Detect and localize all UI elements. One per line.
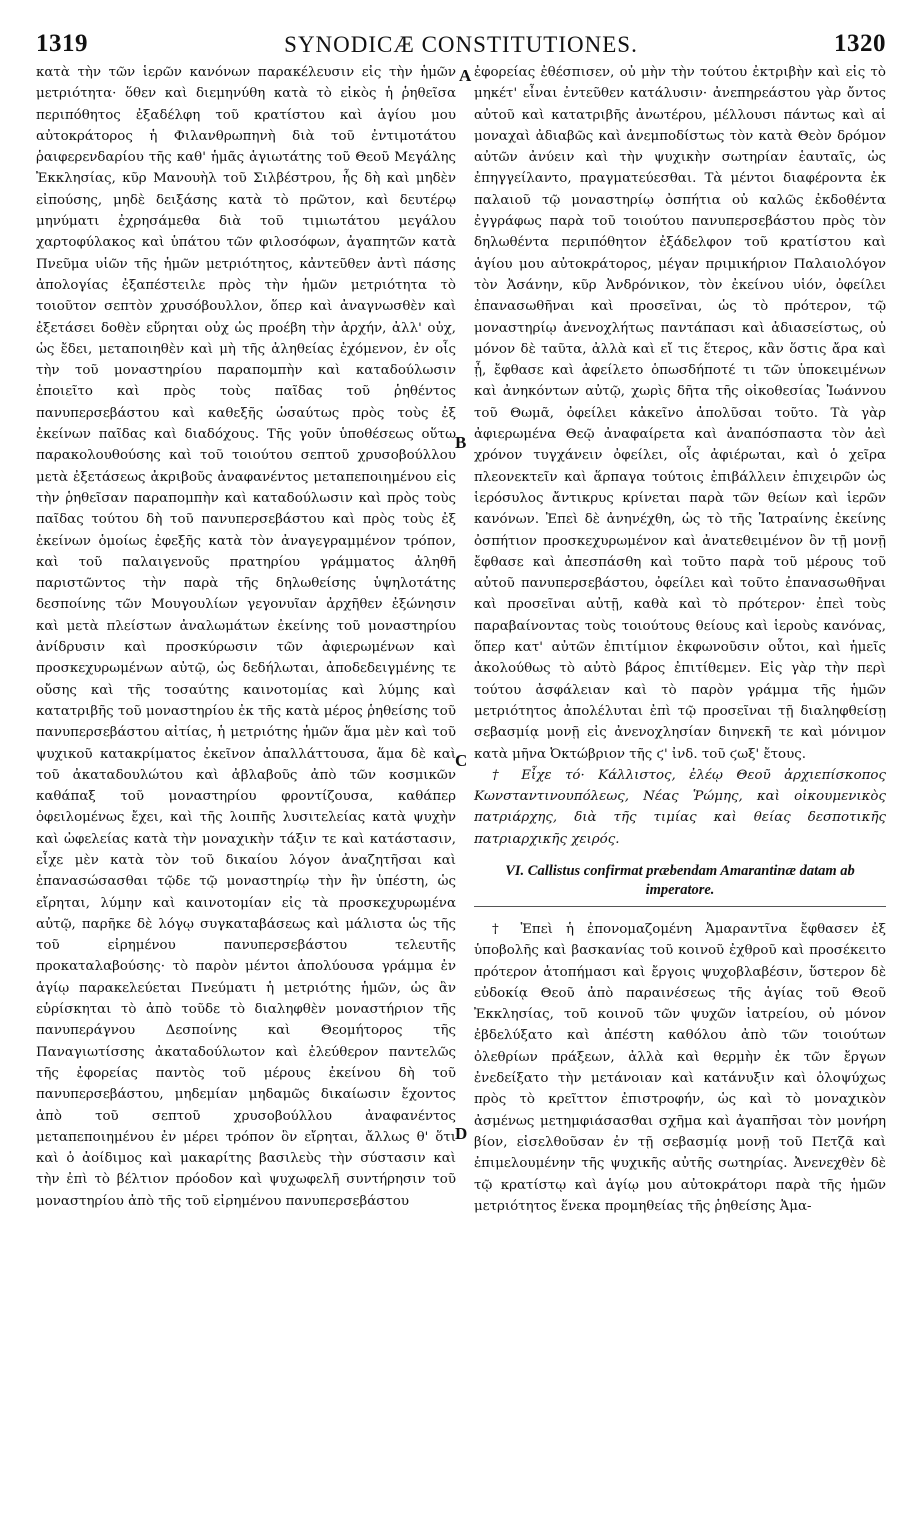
margin-letter-b: B <box>455 433 467 452</box>
document-paragraph-2: † Ἐπεὶ ἡ ἐπονομαζομένη Ἀμαραντῖνα ἔφθασεν ἐξ ὑποβολῆς καὶ βασκανίας τοῦ κοινοῦ ἐχθροῦ καὶ προσέκειτο πρότερον ἀτοπήμασι καὶ ἔργοις ψυχοβλαβέσιν, ὕστερον δὲ εὐδοκίᾳ Θεοῦ ἀπὸ παραινέσεως τῆς ἁγίας τοῦ Θεοῦ Ἐκκλησίας, τοῦ κοινοῦ τῶν ψυχῶν ἰατρείου, οὐ μόνον ἐβδελύξατο καὶ ἀπέστη καθόλου ἀπὸ τῶν τοιούτων ὀλεθρίων πράξεων, ἀλλὰ καὶ θερμὴν ἐκ τῶν ἔργων ἐνεδείξατο τὴν μετάνοιαν καὶ κατάνυξιν καὶ ὁλοψύχως πρὸς τὸ κρεῖττον ἐπιστροφήν, ὡς καὶ τὸ μοναχικὸν ἀσμένως μετημφιάσασθαι σχῆμα καὶ ἀγαπῆσαι τὸν μονήρη βίον, εἰσελθοῦσαν ἐν τῇ σεβασμίᾳ μονῇ τοῦ Πετζᾶ καὶ ἐπιμελουμένην τῆς ψυχικῆς αὐτῆς σωτηρίας. Ἀνενεχθὲν δὲ τῷ κρατίστῳ καὶ ἁγίῳ μου αὐτοκράτορι παρὰ τῆς ἡμῶν μετριότητος ἕνεκα προμηθείας τῆς ῥηθείσης Ἀμα- <box>474 921 886 1214</box>
margin-letter-c: C <box>455 751 468 770</box>
document-paragraph-1: ἐφορείας ἐθέσπισεν, οὐ μὴν τὴν τούτου ἐκτριβὴν καὶ εἰς τὸ μηκέτ' εἶναι ἐντεῦθεν κατάλυσιν· ἀνεπηρεάστου γὰρ ὄντος αὐτοῦ καὶ κατατριβῆς ἀνωτέρου, μέλλουσι πάντως καὶ αἱ μοναχαὶ ἀδιαβῶς καὶ ἀνεμποδίστως τὸν κατὰ Θεὸν δρόμον αὐτῶν ἀνύειν καὶ τὴν ψυχικὴν σωτηρίαν ἑαυταῖς, ὡς ἐπηγγείλαντο, πραγματεύεσθαι. Τὰ μέντοι διαφέροντα ἐκ παλαιοῦ τῷ μοναστηρίῳ ὀσπήτια οὐ καλῶς ἐκδοθέντα ἐγγράφως παρὰ τοῦ τοιούτου πανυπερσεβάστου πρὸς τὸν δηλωθέντα περιπόθητον ἐξάδελφον τοῦ κρατίστου καὶ ἁγίου μου αὐτοκράτορος, μέγαν πριμικήριον Παλαιολόγον τὸν Ἀσάνην, κῦρ Ἀνδρόνικον, τὸν ἐκείνου υἱόν, ὀφείλει ἐπανασωθῆναι καὶ προσεῖναι, ὡς τὸ πρότερον, τῷ μοναστηρίῳ ἀνενοχλήτως παντάπασι καὶ ἀδιασείστως, οὐ μόνον δὲ ταῦτα, ἀλλὰ καὶ εἴ τις ἕτερος, κἂν ὅστις ἄρα καὶ ᾖ, ἔφθασε καὶ ἀφείλετο ὁπωσδήποτέ τι τῶν ὑποκειμένων καὶ ἀνηκόντων αὐτῷ, χωρὶς δῆτα τῆς οἰκοθεσίας Ἰωάννου τοῦ Θωμᾶ, ὀφείλει κἀκεῖνο ἀπολῦσαι τοῦτο. Τὰ γὰρ ἀφιερωμένα Θεῷ ἀναφαίρετα καὶ ἀναπόσπαστα τὸν ἀεὶ χρόνον τυγχάνειν ὀφείλει, οἷς ἀφιέρωται, καὶ ὁ χεῖρα πλεονεκτεῖν καὶ ἅρπαγα τούτοις ἐπιβάλλειν ἐπιχειρῶν ὡς ἱερόσυλος ἄντικρυς κρίνεται παρὰ τῶν θείων καὶ ἱερῶν κανόνων. Ἐπεὶ δὲ ἀνηνέχθη, ὡς τὸ τῆς Ἰατραίνης ἐκείνης ὀσπήτιον προσκεχυρωμένον καὶ ἀνατεθειμένον ὃν τῇ μονῇ ἔφθασε καὶ ἀπεσπάσθη καὶ τοῦτο παρὰ τοῦ μέρους τοῦ αὐτοῦ πανυπερσεβάστου, ὀφείλει καὶ τοῦτο ἐπανασωθῆναι καὶ προσεῖναι αὐτῇ, καθὰ καὶ τὸ πρότερον· ἐπεὶ τοὺς παραβαίνοντας τοὺς τοιούτους θείους καὶ ἱεροὺς κανόνας, ὅπερ κατ' αὐτῶν ἐπιτίμιον ἐκφωνοῦσιν οὗτοι, καὶ ἡμεῖς ἀκολούθως τὸ αὐτὸ βάρος ἐπιτίθεμεν. Εἰς γὰρ τὴν περὶ τούτου ἀσφάλειαν καὶ τὸ παρὸν γράμμα τῆς ἡμῶν μετριότητος ἀπολέλυται ἐπὶ τῷ προσεῖναι τῇ διαληφθείσῃ σεβασμίᾳ μονῇ εἰς ἀνενοχλησίαν διηνεκῆ τε καὶ μόνιμον κατὰ μῆνα Ὀκτώβριον τῆς ϛ' ἰνδ. τοῦ ϛωξ' ἔτους. <box>474 65 886 762</box>
patriarch-signature: † Εἶχε τό· Κάλλιστος, ἐλέῳ Θεοῦ ἀρχιεπίσκοπος Κωνσταντινουπόλεως, Νέας Ῥώμης, καὶ οἰκουμενικὸς πατριάρχης, διὰ τῆς τιμίας καὶ θείας δεσποτικῆς πατριαρχικῆς χειρός. <box>474 767 886 847</box>
page-number-right: 1320 <box>834 30 886 57</box>
page-number-left: 1319 <box>36 30 88 57</box>
running-title: SYNODICÆ CONSTITUTIONES. <box>284 32 638 57</box>
right-column <box>474 62 886 1217</box>
left-column-text: κατὰ τὴν τῶν ἱερῶν κανόνων παρακέλευσιν εἰς τὴν ἡμῶν μετριότητα· ὅθεν καὶ διεμηνύθη κατὰ τὸ εἰκὸς ἡ ῥηθεῖσα περιπόθητος ἐξαδέλφη τοῦ κρατίστου καὶ ἁγίου μου αὐτοκράτορος ἡ Φιλανθρωπηνὴ διὰ τοῦ ἐντιμοτάτου ῥαιφερενδαρίου τῆς καθ' ἡμᾶς ἁγιωτάτης τοῦ Θεοῦ Μεγάλης Ἐκκλησίας, κῦρ Μανουὴλ τοῦ Σιλβέστρου, ἧς δὴ καὶ μηδὲν εἰπούσης, μηδὲ δειξάσης κατὰ τὸ πρῶτον, καὶ δευτέρῳ μηνύματι ἐχρησάμεθα διὰ τοῦ τιμιωτάτου μεγάλου χαρτοφύλακος καὶ ὑπάτου τῶν φιλοσόφων, ἀγαπητῶν κατὰ Πνεῦμα υἱῶν τῆς ἡμῶν μετριότητος, κἀντεῦθεν ἀντὶ πάσης ἀπολογίας ἐξαπέστειλε πρὸς τὴν ἡμῶν μετριότητα τὸ τοιοῦτον σεπτὸν χρυσόβουλλον, ὅπερ καὶ ἀναγνωσθὲν καὶ ἐξετάσει δοθὲν εὕρηται οὐχ ὡς προέβη τὴν ἀρχήν, ἀλλ' οὐχ, ὡς ἔδει, μεταποιηθὲν καὶ μὴ τῆς ἀληθείας ἐχόμενον, ἐν οἷς τὴν τοῦ μοναστηρίου παραπομπὴν καὶ καταδούλωσιν ἐποιεῖτο καὶ πρὸς τοὺς παῖδας τοῦ ῥηθέντος πανυπερσεβάστου καὶ καθεξῆς ὡσαύτως πρὸς τοὺς ἐξ ἐκείνων παῖδας καὶ διαδόχους. Τῆς γοῦν ὑποθέσεως οὕτω παρακολουθούσης καὶ τοῦ τοιούτου σεπτοῦ χρυσοβούλλου μετὰ ἐξετάσεως ἀκριβοῦς ἀναφανέντος μεταπεποιημένου εἰς τὴν ῥηθεῖσαν παραπομπὴν καὶ καταδούλωσιν καὶ πρὸς τοὺς παῖδας τούτου δὴ τοῦ πανυπερσεβάστου καὶ πρὸς τοὺς ἐξ ἐκείνων ὁμοίως ἐφεξῆς κατὰ τὸν ἀναγεγραμμένον τρόπον, καὶ τοῦ παλαιγενοῦς πρατηρίου γράμματος ἀληθῆ παριστῶντος τὴν παρὰ τῆς δηλωθείσης ὑψηλοτάτης δεσποίνης τῶν Μουγουλίων γεγονυῖαν ἀρχῆθεν ἐξώνησιν καὶ μετὰ πλείστων ἀναλωμάτων ἐκείνης τοῦ μοναστηρίου ἀνίδρυσιν καὶ προσκύρωσιν τῶν ἀφιερωμένων καὶ προσκεχυρωμένων αὐτῷ, ὡς δεδήλωται, ἀποδεδειγμένης τε οὔσης καὶ τῆς τοσαύτης καινοτομίας καὶ λύμης καὶ κατατριβῆς τοῦ μοναστηρίου ἐκ τῆς κατὰ μέρος ῥηθείσης τοῦ πανυπερσεβάστου αἰτίας, ἡ μετριότης ἡμῶν ἅμα μὲν καὶ τοῦ ψυχικοῦ κατακρίματος ἐκεῖνον ἀπαλλάττουσα, ἅμα δὲ καὶ τοῦ ἀκαταδουλώτου καὶ ἀβλαβοῦς ἀπὸ τῶν κοσμικῶν καθάπαξ τοῦ μοναστηρίου φροντίζουσα, καθάπερ ὀφειλομένως ἔχει, καὶ τῆς λοιπῆς λυσιτελείας κατὰ ψυχὴν καὶ ὠφελείας κατὰ τὴν μοναχικὴν τάξιν τε καὶ κατάστασιν, εἶχε μὲν κατὰ τὸν τοῦ δικαίου λόγον ἀναζητῆσαι καὶ ἐπανασώσασθαι τῷδε τῷ μοναστηρίῳ τὴν ἣν ὑπέστη, ὡς εἴρηται, λύμην καὶ καινοτομίαν εἰς τὰ προσκεχυρωμένα αὐτῷ, παρῆκε δὲ λόγῳ συγκαταβάσεως καὶ μάλιστα ὡς τῆς τοῦ εἰρημένου πανυπερσεβάστου τελευτῆς προκαταλαβούσης· τὸ παρὸν μέντοι ἀπολύουσα γράμμα ἐν ἁγίῳ παρακελεύεται Πνεύματι ἡ μετριότης ἡμῶν, ὡς ἂν εὑρίσκηται τὸ ἀπὸ τοῦδε τὸ διαληφθὲν μοναστήριον τῆς πανυπεράγνου Δεσποίνης καὶ Θεομήτορος τῆς Παναγιωτίσσης ἀκαταδούλωτον καὶ ἐλεύθερον παντελῶς τῆς ἐφορείας παντὸς τοῦ μέρους ἐκείνου δὴ τοῦ πανυπερσεβάστου, μηδεμίαν μηδαμῶς δικαίωσιν ἔχοντος ἀπὸ τοῦ σεπτοῦ χρυσοβούλλου ἀναφανέντος μεταπεποιημένου ἐν μέρει τρόπον ὃν εἴρηται, ἄλλως θ' ὅτι καὶ ὁ ἀοίδιμος καὶ μακαρίτης βασιλεὺς τὴν σύστασιν καὶ τὴν ἐπὶ τὸ βέλτιον πρόοδον καὶ ψυχωφελῆ συντήρησιν τοῦ μοναστηρίου ἀπὸ τῆς τοῦ εἰρημένου πανυπερσεβάστου <box>36 65 456 1209</box>
page-header <box>36 30 886 64</box>
margin-letter-a: A <box>459 66 472 85</box>
margin-letter-d: D <box>455 1124 468 1143</box>
section-title: VI. Callistus confirmat præbendam Amarantinæ datam ab imperatore. <box>474 862 886 907</box>
left-column <box>36 62 456 1212</box>
